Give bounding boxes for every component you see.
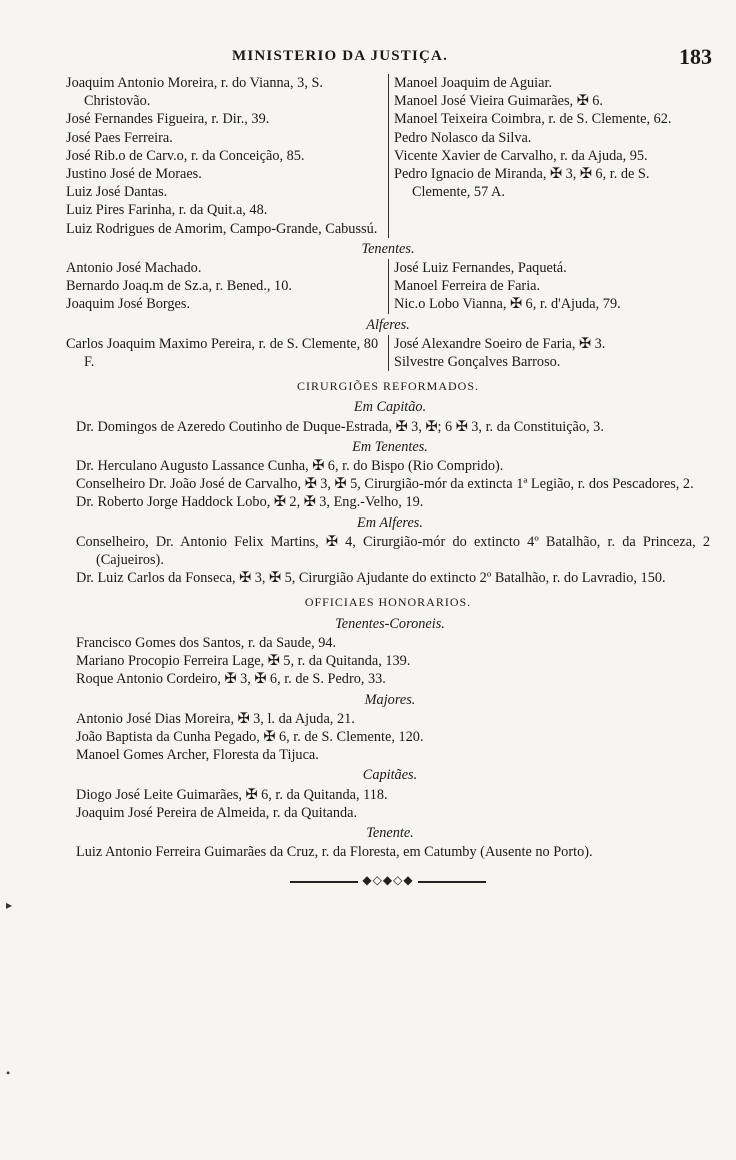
list-item: Antonio José Dias Moreira, ✠ 3, l. da Ajuda, 21.	[76, 710, 355, 727]
page-content	[66, 74, 710, 890]
margin-arrow-mark: ▸	[6, 898, 13, 912]
list-item: José Fernandes Figueira, r. Dir., 39.	[66, 111, 270, 128]
list-item: Dr. Luiz Carlos da Fonseca, ✠ 3, ✠ 5, Cirurgião Ajudante do extincto 2º Batalhão, r. do Lavradio, 150.	[76, 570, 666, 587]
rank-heading-em-capitao: Em Capitão.	[353, 399, 427, 416]
running-title: MINISTERIO DA JUSTIÇA.	[232, 48, 449, 64]
list-item: Diogo José Leite Guimarães, ✠ 6, r. da Quitanda, 118.	[76, 786, 388, 803]
list-item: Pedro Nolasco da Silva.	[394, 129, 532, 146]
list-item: Bernardo Joaq.m de Sz.a, r. Bened., 10.	[66, 278, 292, 295]
roster-block-2	[66, 259, 710, 314]
page-header	[72, 44, 712, 72]
list-item: José Rib.o de Carv.o, r. da Conceição, 85.	[66, 147, 305, 164]
list-item: José Paes Ferreira.	[66, 129, 173, 146]
roster-block-1	[66, 74, 710, 238]
list-item: Luiz Rodrigues de Amorim, Campo-Grande, Cabussú.	[66, 220, 378, 237]
cirurgioes-section	[66, 398, 710, 587]
list-item: Dr. Herculano Augusto Lassance Cunha, ✠ 6, r. do Bispo (Rio Comprido).	[76, 458, 504, 475]
section-heading-officiaes: OFFICIAES HONORARIOS.	[304, 595, 472, 610]
list-item: Luiz Antonio Ferreira Guimarães da Cruz, r. da Floresta, em Catumby (Ausente no Porto).	[76, 844, 593, 861]
list-item: Manoel José Vieira Guimarães, ✠ 6.	[394, 93, 603, 110]
list-item: Silvestre Gonçalves Barroso.	[394, 354, 561, 371]
list-item: Nic.o Lobo Vianna, ✠ 6, r. d'Ajuda, 79.	[394, 296, 621, 313]
ornament-glyphs: ◆◇◆◇◆	[362, 873, 414, 888]
list-item: Vicente Xavier de Carvalho, r. da Ajuda, 95.	[394, 147, 648, 164]
rank-heading-capitaes: Capitães.	[362, 767, 418, 784]
officiaes-section	[66, 615, 710, 862]
margin-mark: •	[6, 1066, 11, 1080]
list-item: Dr. Domingos de Azeredo Coutinho de Duque-Estrada, ✠ 3, ✠; 6 ✠ 3, r. da Constituição, 3.	[76, 418, 604, 435]
roster-block-3	[66, 335, 710, 371]
rank-heading-tenentes-coroneis: Tenentes-Coroneis.	[335, 615, 445, 632]
right-column	[388, 259, 710, 314]
list-item: Dr. Roberto Jorge Haddock Lobo, ✠ 2, ✠ 3, Eng.-Velho, 19.	[76, 494, 424, 511]
list-item: Pedro Ignacio de Miranda, ✠ 3, ✠ 6, r. de S. Clemente, 57 A.	[394, 166, 650, 201]
list-item: José Alexandre Soeiro de Faria, ✠ 3.	[394, 335, 606, 352]
list-item: Antonio José Machado.	[66, 260, 202, 277]
rank-heading-em-tenentes: Em Tenentes.	[352, 438, 428, 455]
list-item: Justino José de Moraes.	[66, 166, 202, 183]
left-column	[66, 335, 388, 371]
rank-heading-em-alferes: Em Alferes.	[357, 514, 423, 531]
list-item: Manoel Teixeira Coimbra, r. de S. Clemente, 62.	[394, 111, 672, 128]
list-item: Luiz José Dantas.	[66, 184, 168, 201]
list-item: José Luiz Fernandes, Paquetá.	[394, 260, 567, 277]
ornament-rule-right	[418, 881, 486, 883]
rank-heading-tenentes: Tenentes.	[361, 240, 415, 257]
left-column	[66, 259, 388, 314]
rank-heading-tenente: Tenente.	[366, 824, 414, 841]
list-item: Manoel Ferreira de Faria.	[394, 278, 541, 295]
rank-heading-majores: Majores.	[364, 691, 416, 708]
list-item: Joaquim Antonio Moreira, r. do Vianna, 3, S. Christovão.	[66, 75, 323, 110]
ornament-rule-left	[290, 881, 358, 883]
section-heading-cirurgioes: CIRURGIÕES REFORMADOS.	[296, 379, 480, 394]
left-column	[66, 74, 388, 238]
end-ornament	[288, 871, 488, 889]
page-number: 183	[679, 44, 712, 69]
list-item: Carlos Joaquim Maximo Pereira, r. de S. Clemente, 80 F.	[66, 335, 379, 371]
list-item: Mariano Procopio Ferreira Lage, ✠ 5, r. da Quitanda, 139.	[76, 653, 411, 670]
list-item: Conselheiro, Dr. Antonio Felix Martins, ✠ 4, Cirurgião-mór do extincto 4º Batalhão, r. da Princeza, 2 (Cajueiros).	[76, 533, 710, 569]
list-item: João Baptista da Cunha Pegado, ✠ 6, r. de S. Clemente, 120.	[76, 728, 424, 745]
list-item: Francisco Gomes dos Santos, r. da Saude, 94.	[76, 634, 337, 651]
list-item: Roque Antonio Cordeiro, ✠ 3, ✠ 6, r. de S. Pedro, 33.	[76, 671, 386, 688]
list-item: Joaquim José Pereira de Almeida, r. da Quitanda.	[76, 804, 358, 821]
list-item: Conselheiro Dr. João José de Carvalho, ✠ 3, ✠ 5, Cirurgião-mór da extincta 1ª Legião, r. dos Pescadores, 2.	[76, 476, 694, 493]
list-item: Manoel Joaquim de Aguiar.	[394, 75, 553, 91]
right-column	[388, 335, 710, 371]
rank-heading-alferes: Alferes.	[366, 316, 410, 333]
right-column	[388, 74, 710, 238]
list-item: Manoel Gomes Archer, Floresta da Tijuca.	[76, 747, 319, 764]
list-item: Luiz Pires Farinha, r. da Quit.a, 48.	[66, 202, 268, 219]
list-item: Joaquim José Borges.	[66, 296, 191, 313]
